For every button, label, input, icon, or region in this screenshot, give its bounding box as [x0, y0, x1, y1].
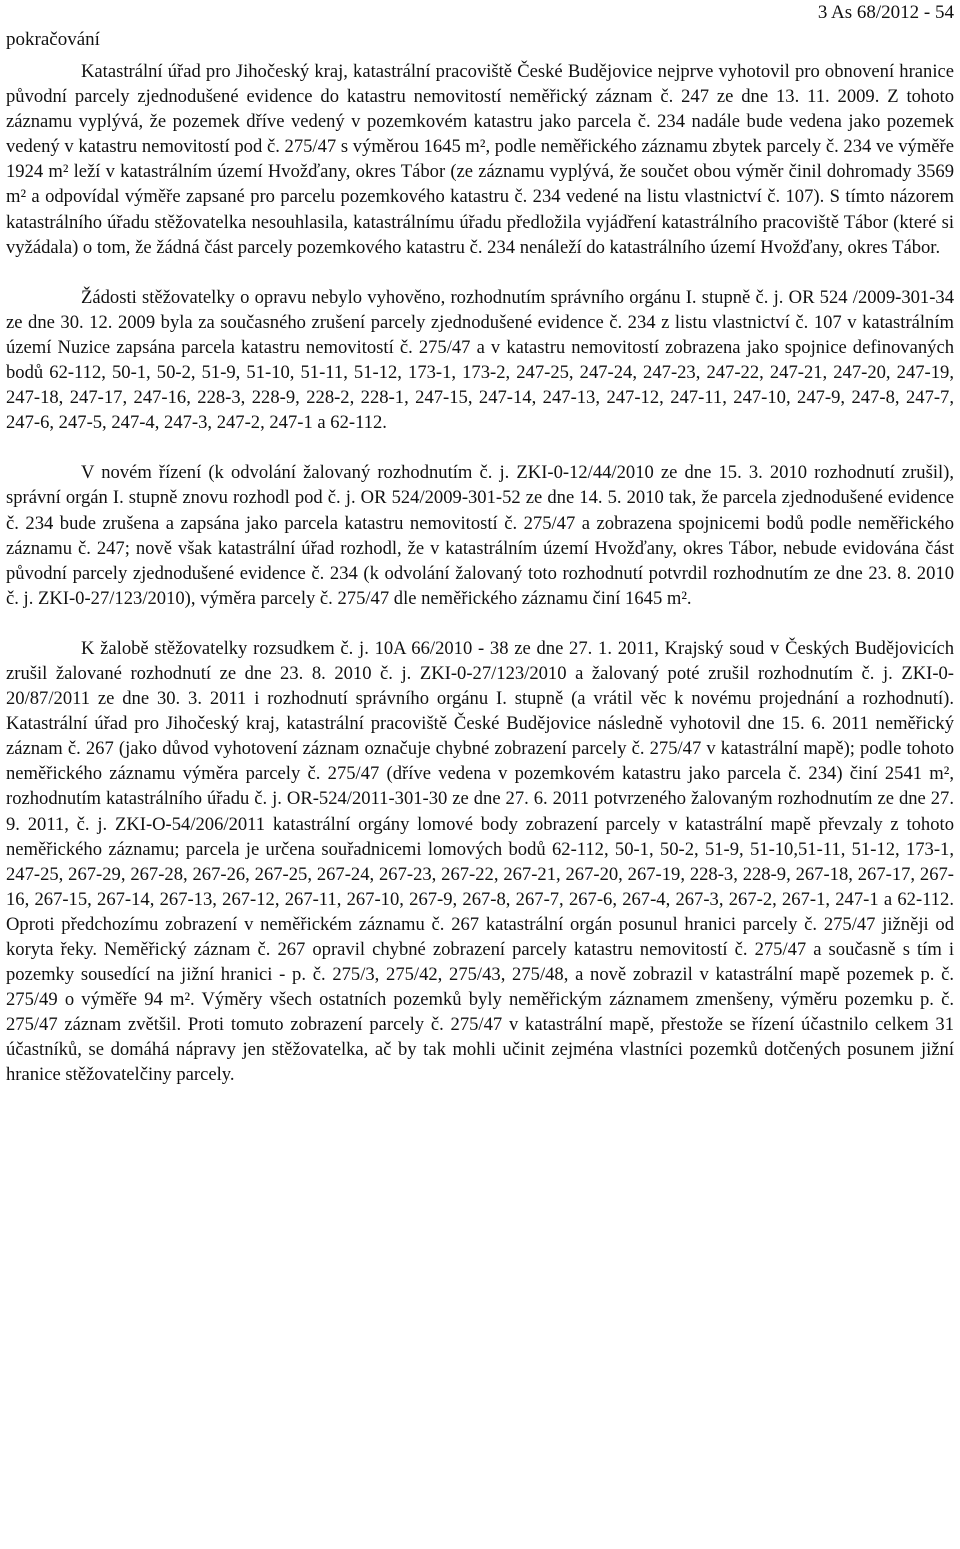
document-body [6, 59, 954, 1088]
continuation-label: pokračování [6, 29, 100, 50]
paragraph-2: Žádosti stěžovatelky o opravu nebylo vyhověno, rozhodnutím správního orgánu I. stupně č. j. OR 524 /2009-301-34 ze dne 30. 12. 2009 byla za současného zrušení parcely zjednodušené evidence č. 234 z listu vlastnictví č. 107 v katastrálním území Nuzice zapsána parcela katastru nemovitostí č. 275/47 a v katastru nemovitostí zobrazena jako spojnice definovaných bodů 62-112, 50-1, 50-2, 51-9, 51-10, 51-11, 51-12, 173-1, 173-2, 247-25, 247-24, 247-23, 247-22, 247-21, 247-20, 247-19, 247-18, 247-17, 247-16, 228-3, 228-9, 228-2, 228-1, 247-15, 247-14, 247-13, 247-12, 247-11, 247-10, 247-9, 247-8, 247-7, 247-6, 247-5, 247-4, 247-3, 247-2, 247-1 a 62-112. [6, 286, 954, 434]
case-number: 3 As 68/2012 - 54 [817, 2, 954, 23]
paragraph-3: V novém řízení (k odvolání žalovaný rozhodnutím č. j. ZKI-0-12/44/2010 ze dne 15. 3. 2010 rozhodnutí zrušil), správní orgán I. stupně znovu rozhodl pod č. j. OR 524/2009-301-52 ze dne 14. 5. 2010 tak, že parcela zjednodušené evidence č. 234 bude zrušena a zapsána jako parcela katastru nemovitostí č. 275/47 a zobrazena spojnicemi bodů podle neměřického záznamu č. 247; nově však katastrální úřad rozhodl, že v katastrálním území Hvožďany, okres Tábor, nebude evidována část původní parcely zjednodušené evidence č. 234 (k odvolání žalovaný toto rozhodnutí potvrdil rozhodnutím ze dne 23. 8. 2010 č. j. ZKI-0-27/123/2010), výměra parcely č. 275/47 dle neměřického záznamu činí 1645 m². [6, 462, 954, 609]
paragraph-1: Katastrální úřad pro Jihočeský kraj, katastrální pracoviště České Budějovice nejprve vyhotovil pro obnovení hranice původní parcely zjednodušené evidence do katastru nemovitostí neměřický záznam č. 247 ze dne 13. 11. 2009. Z tohoto záznamu vyplývá, že pozemek dříve vedený v pozemkovém katastru jako parcela č. 234 nadále bude vedena jako pozemek vedený v katastru nemovitostí pod č. 275/47 s výměrou 1645 m², podle neměřického záznamu zbytek parcely č. 234 ve výměře 1924 m² leží v katastrálním území Hvožďany, okres Tábor (ze záznamu vyplývá, že součet obou výměr činil dohromady 3569 m² a odpovídal výměře zapsané pro parcelu pozemkového katastru č. 234 vedené na listu vlastnictví č. 107). S tímto názorem katastrálního úřadu stěžovatelka nesouhlasila, katastrálnímu úřadu předložila vyjádření katastrálního pracoviště Tábor (které si vyžádala) o tom, že žádná část parcely pozemkového katastru č. 234 nenáleží do katastrálního území Hvožďany, okres Tábor. [6, 61, 954, 258]
paragraph-4: K žalobě stěžovatelky rozsudkem č. j. 10A 66/2010 - 38 ze dne 27. 1. 2011, Krajský soud v Českých Budějovicích zrušil žalované rozhodnutí ze dne 23. 8. 2010 č. j. ZKI-0-27/123/2010 a žalovaný poté zrušil rozhodnutím č. j. ZKI-0-20/87/2011 ze dne 30. 3. 2011 i rozhodnutí správního orgánu I. stupně (a vrátil věc k novému projednání a rozhodnutí). Katastrální úřad pro Jihočeský kraj, katastrální pracoviště České Budějovice následně vyhotovil dne 15. 6. 2011 neměřický záznam č. 267 (jako důvod vyhotovení záznam označuje chybné zobrazení parcely č. 275/47 v katastrální mapě); podle tohoto neměřického záznamu výměra parcely č. 275/47 (dříve vedena v pozemkovém katastru jako parcela č. 234) činí 2541 m², rozhodnutím katastrálního úřadu č. j. OR-524/2011-301-30 ze dne 27. 6. 2011 potvrzeného žalovaným rozhodnutím ze dne 27. 9. 2011, č. j. ZKI-O-54/206/2011 katastrální orgány lomové body zobrazení parcely v katastrální mapě převzaly z tohoto neměřického záznamu; parcela je určena souřadnicemi lomových bodů 62-112, 50-1, 50-2, 51-9, 51-10,51-11, 51-12, 173-1, 247-25, 267-29, 267-28, 267-26, 267-25, 267-24, 267-23, 267-22, 267-21, 267-20, 267-19, 228-3, 228-9, 267-18, 267-17, 267-16, 267-15, 267-14, 267-13, 267-12, 267-11, 267-10, 267-9, 267-8, 267-7, 267-6, 267-4, 267-3, 267-2, 267-1, 247-1 a 62-112. Oproti předchozímu zobrazení v neměřickém záznamu č. 267 katastrální orgán posunul hranici parcely č. 275/47 jižněji od koryta řeky. Neměřický záznam č. 267 opravil chybné zobrazení parcely katastru nemovitostí č. 275/47 a současně s tím i pozemky sousedící na jižní hranici - p. č. 275/3, 275/42, 275/43, 275/48, a nově zobrazil v katastrální mapě pozemek p. č. 275/49 o výměře 94 m². Výměry všech ostatních pozemků byly neměřickým záznamem zmenšeny, výměru pozemku p. č. 275/47 záznam zvětšil. Proti tomuto zobrazení parcely č. 275/47 v katastrální mapě, přestože se řízení účastnilo celkem 31 účastníků, se domáhá nápravy jen stěžovatelka, ač by tak mohli učinit zejména vlastníci pozemků dotčených posunem jižní hranice stěžovatelčiny parcely. [6, 637, 954, 1086]
